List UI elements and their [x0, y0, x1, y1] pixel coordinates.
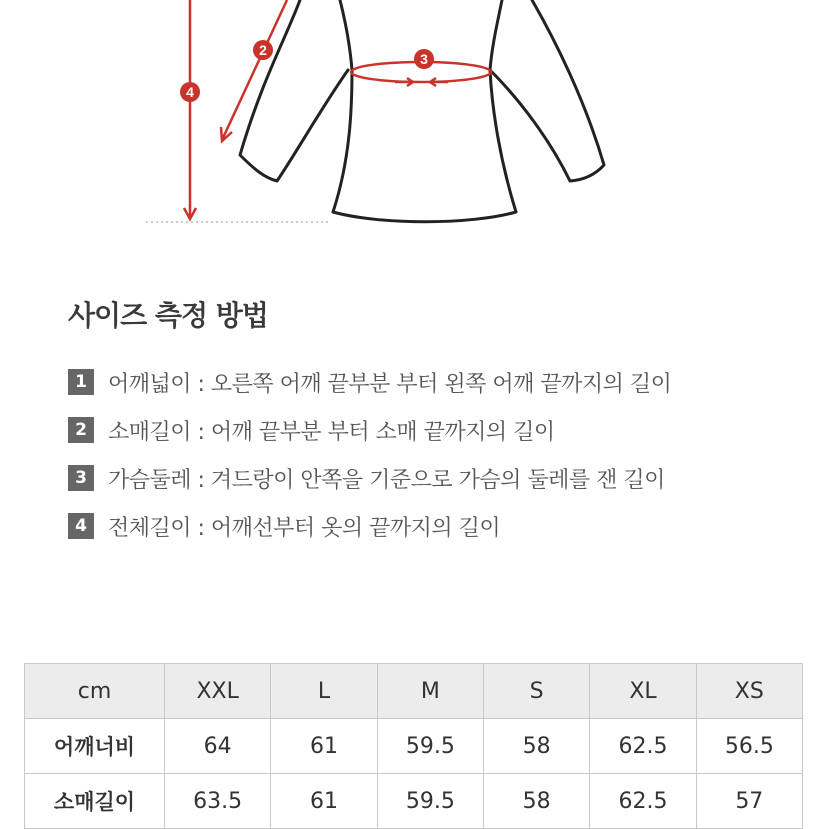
marker-2: [253, 40, 273, 60]
column-header-size: XL: [590, 664, 696, 719]
row-label: 어깨너비: [25, 719, 165, 774]
chest-arrow-left: [395, 78, 413, 86]
garment-diagram: [0, 0, 826, 240]
table-cell: 63.5: [165, 774, 271, 829]
table-cell: 64: [165, 719, 271, 774]
size-table: [24, 663, 803, 829]
step-description: 전체길이 : 어깨선부터 옷의 끝까지의 길이: [108, 515, 501, 541]
guide-title: 사이즈 측정 방법: [68, 299, 268, 332]
svg-text:4: 4: [186, 84, 194, 100]
column-header-size: S: [483, 664, 589, 719]
guide-step-3: [68, 454, 671, 502]
column-header-size: XS: [696, 664, 802, 719]
step-number-badge: 4: [68, 513, 94, 539]
column-header-size: L: [271, 664, 377, 719]
row-label: 소매길이: [25, 774, 165, 829]
table-cell: 58: [483, 719, 589, 774]
marker-4: [180, 82, 200, 102]
table-header-row: [25, 664, 803, 719]
guide-step-1: [68, 358, 671, 406]
guide-steps: [68, 358, 671, 550]
column-header-unit: cm: [25, 664, 165, 719]
chest-arrow-right: [430, 78, 448, 86]
table-cell: 61: [271, 719, 377, 774]
marker-3: [414, 49, 434, 69]
table-cell: 62.5: [590, 774, 696, 829]
table-cell: 62.5: [590, 719, 696, 774]
table-cell: 59.5: [377, 774, 483, 829]
sleeve-arrow-line: [222, 0, 287, 140]
column-header-size: XXL: [165, 664, 271, 719]
table-cell: 61: [271, 774, 377, 829]
step-description: 어깨넓이 : 오른쪽 어깨 끝부분 부터 왼쪽 어깨 끝까지의 길이: [108, 371, 672, 397]
table-row: [25, 774, 803, 829]
table-cell: 57: [696, 774, 802, 829]
jacket-outline: [240, 0, 604, 222]
svg-text:2: 2: [259, 42, 267, 58]
table-row: [25, 719, 803, 774]
step-description: 가슴둘레 : 겨드랑이 안쪽을 기준으로 가슴의 둘레를 잰 길이: [108, 467, 665, 493]
table-cell: 58: [483, 774, 589, 829]
guide-step-2: [68, 406, 671, 454]
table-cell: 59.5: [377, 719, 483, 774]
table-cell: 56.5: [696, 719, 802, 774]
step-number-badge: 2: [68, 417, 94, 443]
guide-step-4: [68, 502, 671, 550]
step-description: 소매길이 : 어깨 끝부분 부터 소매 끝까지의 길이: [108, 419, 555, 445]
step-number-badge: 3: [68, 465, 94, 491]
step-number-badge: 1: [68, 369, 94, 395]
svg-text:3: 3: [420, 51, 428, 67]
column-header-size: M: [377, 664, 483, 719]
